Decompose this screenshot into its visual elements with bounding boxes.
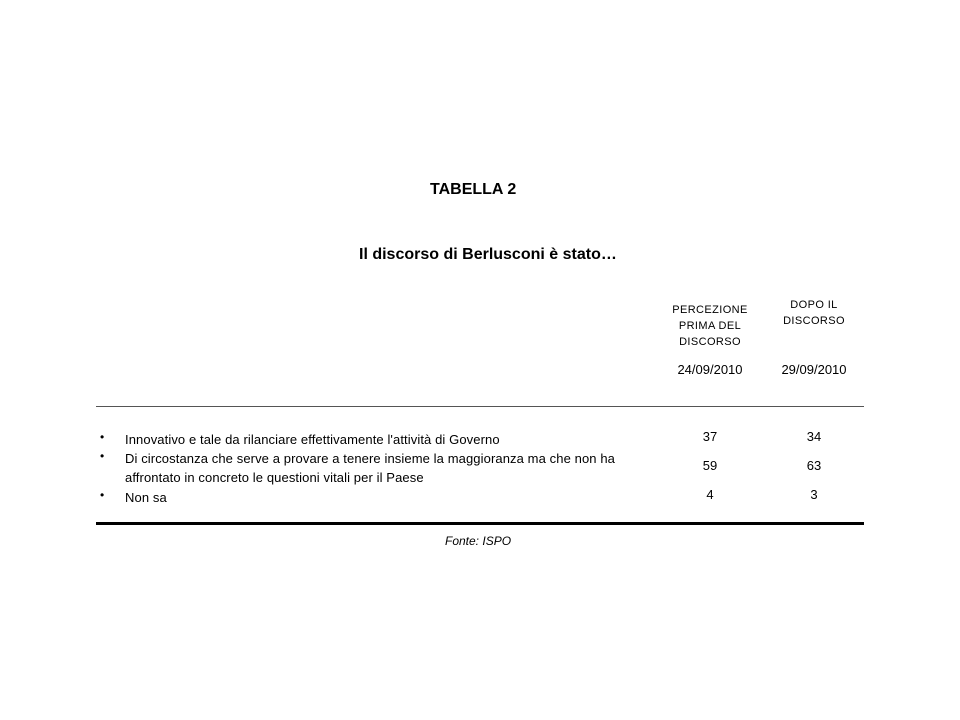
row-value-after: 34: [806, 429, 822, 444]
row-label: Non sa: [125, 490, 167, 505]
column-date-before: 24/09/2010: [677, 362, 743, 377]
column-date-after: 29/09/2010: [781, 362, 847, 377]
column-header-line: DISCORSO: [679, 336, 741, 348]
row-value-after: 3: [810, 487, 818, 502]
table-title: TABELLA 2: [430, 181, 517, 198]
bullet-icon: •: [100, 488, 105, 502]
column-header-line: PERCEZIONE: [672, 304, 748, 316]
table-subtitle: Il discorso di Berlusconi è stato…: [359, 246, 617, 263]
row-value-before: 4: [706, 487, 714, 502]
table-bottom-rule: [96, 522, 864, 525]
header-divider: [96, 406, 864, 407]
row-value-before: 37: [702, 429, 718, 444]
bullet-icon: •: [100, 449, 105, 463]
row-value-before: 59: [702, 458, 718, 473]
row-label: Innovativo e tale da rilanciare effettivamente l'attività di Governo: [125, 432, 500, 447]
row-label: Di circostanza che serve a provare a tenere insieme la maggioranza ma che non ha affrontato in concreto le questioni vitali per il Paese: [125, 451, 615, 485]
column-header-line: DOPO IL: [790, 299, 838, 311]
column-header-line: PRIMA DEL: [678, 320, 742, 332]
column-header-line: DISCORSO: [783, 315, 845, 327]
table-source: Fonte: ISPO: [445, 534, 512, 548]
bullet-icon: •: [100, 430, 105, 444]
column-header-after: [759, 297, 869, 329]
row-value-after: 63: [806, 458, 822, 473]
column-header-before: [655, 302, 765, 350]
